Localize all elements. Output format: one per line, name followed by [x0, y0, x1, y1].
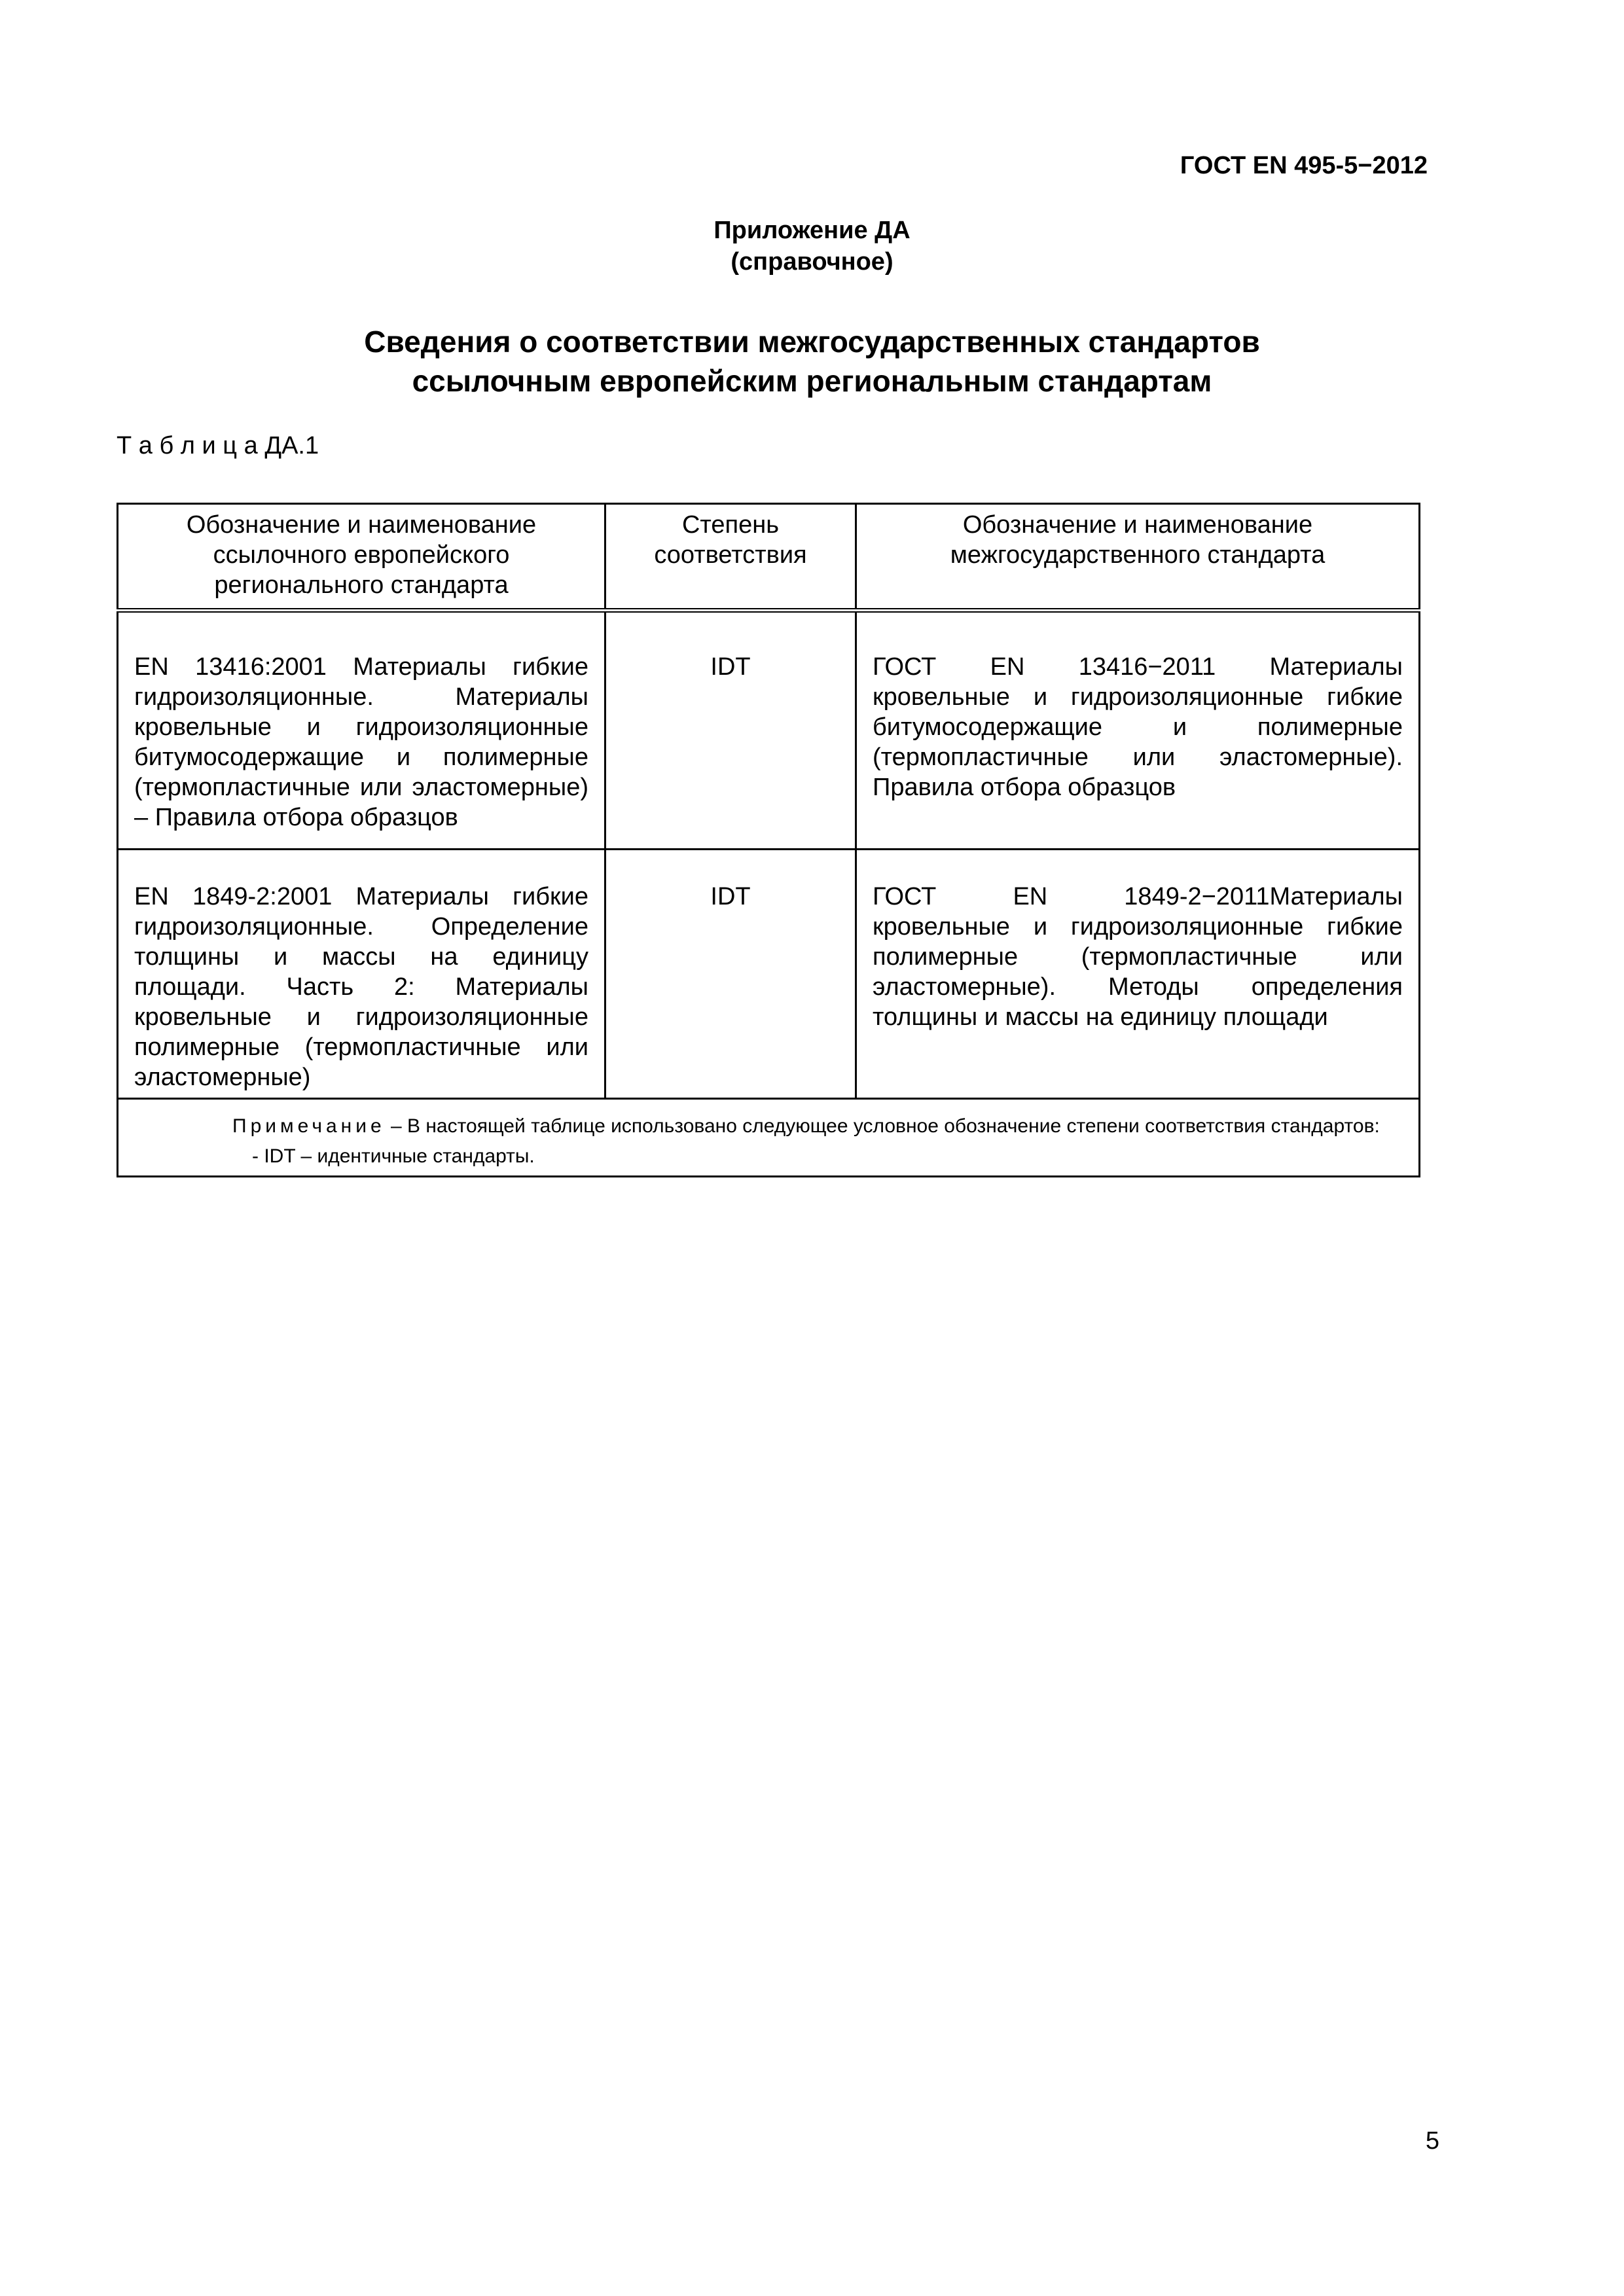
note-label: Примечание	[232, 1115, 386, 1137]
cell-interstate-standard: ГОСТ EN 1849-2−2011Материалы кровельные и гидроизоляционные гибкие полимерные (термопластичные или эластомерные). Методы определения толщины и массы на единицу площади	[856, 850, 1420, 1099]
cell-european-standard: EN 13416:2001 Материалы гибкие гидроизоляционные. Материалы кровельные и гидроизоляционные битумосодержащие и полимерные (термопластичные или эластомерные) – Правила отбора образцов	[118, 611, 605, 850]
title-line-2: ссылочным европейским региональным стандартам	[412, 364, 1212, 398]
title-line-1: Сведения о соответствии межгосударственных стандартов	[364, 325, 1260, 359]
table-row	[118, 611, 1420, 850]
cell-european-standard: EN 1849-2:2001 Материалы гибкие гидроизоляционные. Определение толщины и массы на единицу площади. Часть 2: Материалы кровельные и гидроизоляционные полимерные (термопластичные или эластомерные)	[118, 850, 605, 1099]
cell-interstate-standard: ГОСТ EN 13416−2011 Материалы кровельные и гидроизоляционные гибкие битумосодержащие и полимерные (термопластичные или эластомерные). Правила отбора образцов	[856, 611, 1420, 850]
note-text-line	[121, 1111, 1403, 1141]
cell-degree: IDT	[605, 611, 856, 850]
table-note	[118, 1099, 1420, 1177]
table-header-row	[118, 504, 1420, 611]
appendix-label: Приложение ДА	[713, 217, 911, 244]
cell-degree: IDT	[605, 850, 856, 1099]
standards-table	[117, 503, 1420, 1177]
note-item: - IDT – идентичные стандарты.	[252, 1145, 535, 1167]
appendix-heading	[0, 215, 1624, 278]
table-caption	[117, 432, 319, 460]
header-interstate-standard: Обозначение и наименование межгосударственного стандарта	[856, 504, 1420, 611]
header-degree: Степень соответствия	[605, 504, 856, 611]
table-caption-number: ДА.1	[264, 432, 319, 459]
table-note-row	[118, 1099, 1420, 1177]
page-number: 5	[1425, 2127, 1439, 2155]
note-text: – В настоящей таблице использовано следующее условное обозначение степени соответствия стандартов:	[391, 1115, 1380, 1137]
appendix-type: (справочное)	[731, 248, 893, 276]
table-caption-prefix: Т а б л и ц а	[117, 432, 258, 459]
document-code: ГОСТ EN 495-5−2012	[1180, 152, 1428, 179]
page-title	[0, 322, 1624, 401]
header-european-standard: Обозначение и наименование ссылочного европейского регионального стандарта	[118, 504, 605, 611]
table-row	[118, 850, 1420, 1099]
